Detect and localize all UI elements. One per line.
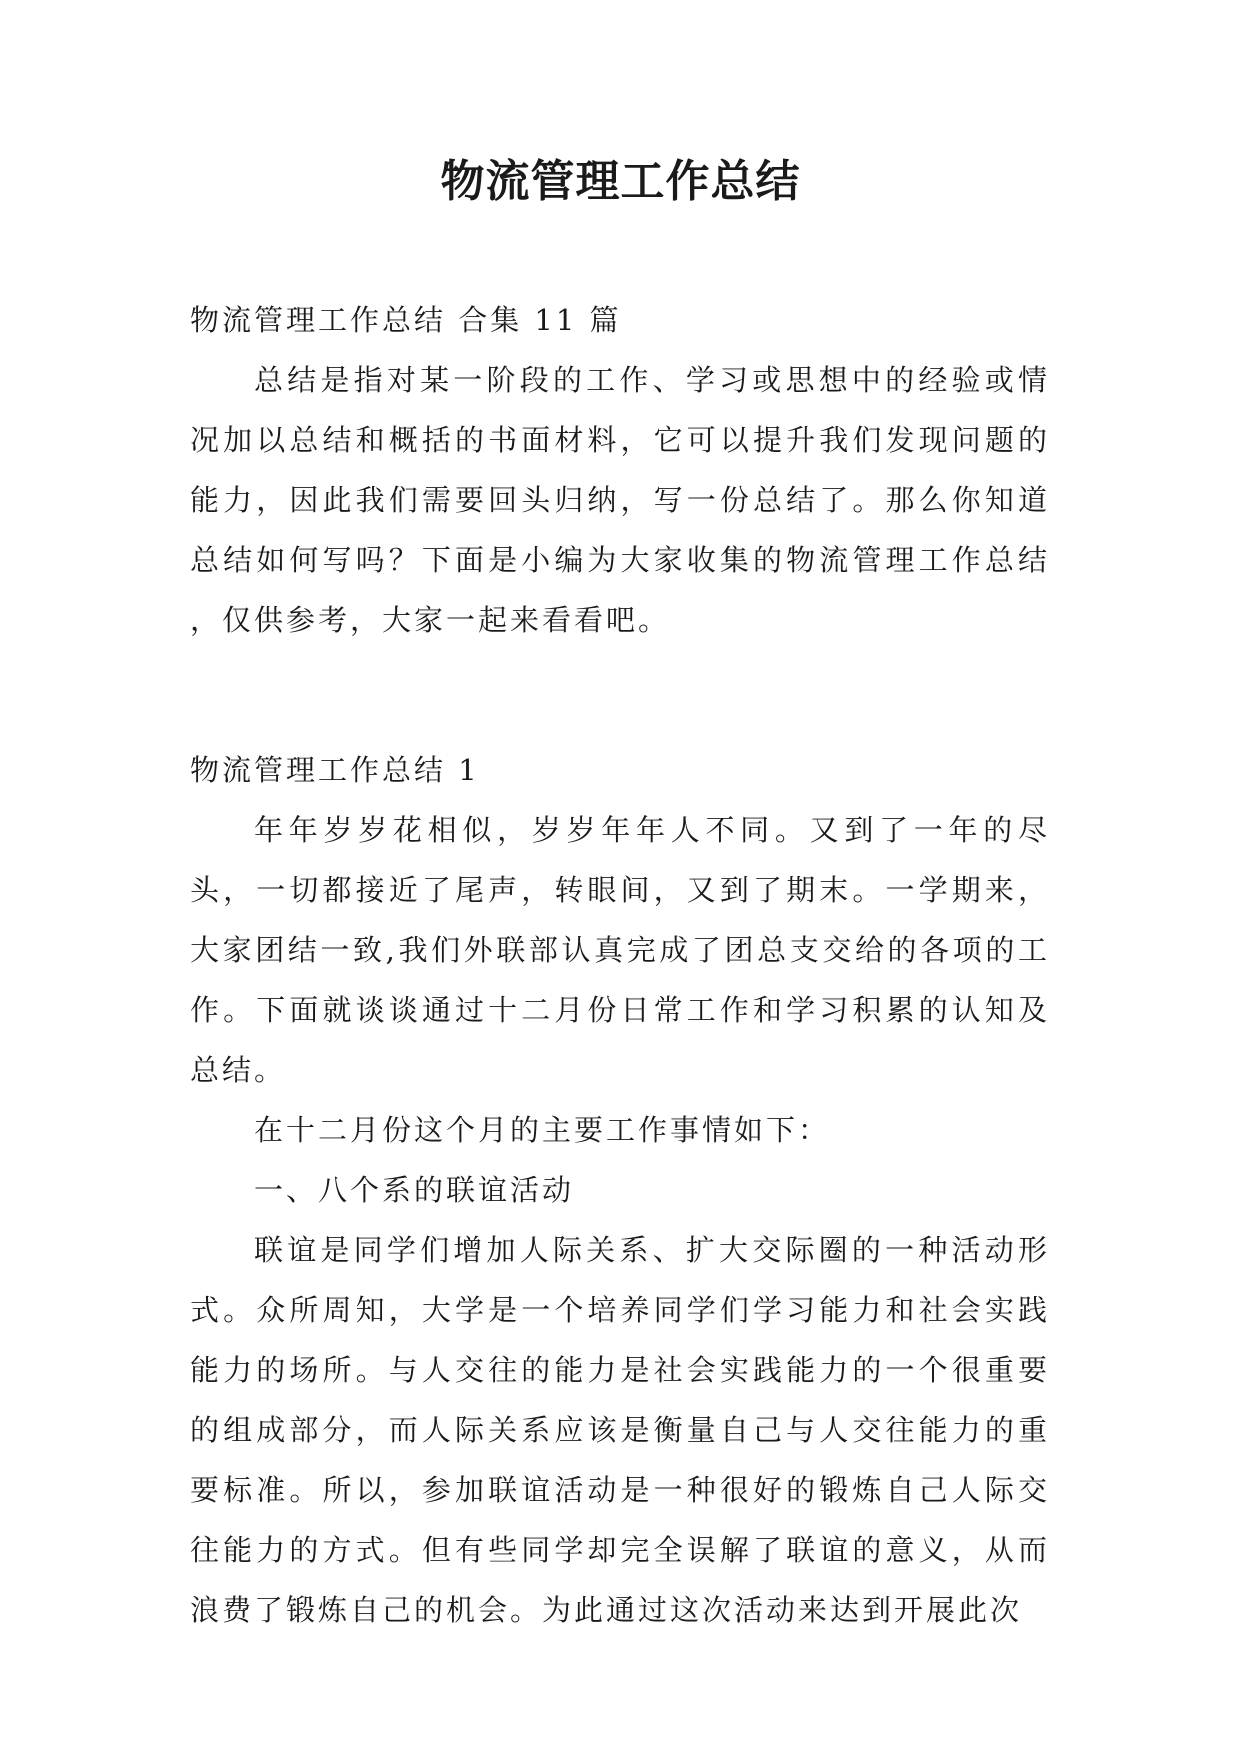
body-paragraph: 联谊是同学们增加人际关系、扩大交际圈的一种活动形式。众所周知，大学是一个培养同学们学习能力和社会实践能力的场所。与人交往的能力是社会实践能力的一个很重要的组成部分，而人际关系应该是衡量自己与人交往能力的重要标准。所以，参加联谊活动是一种很好的锻炼自己人际交往能力的方式。但有些同学却完全误解了联谊的意义，从而浪费了锻炼自己的机会。为此通过这次活动来达到开展此次	[190, 1233, 1050, 1627]
subsection-heading: 一、八个系的联谊活动	[254, 1173, 575, 1207]
body-paragraph: 年年岁岁花相似，岁岁年年人不同。又到了一年的尽头，一切都接近了尾声，转眼间，又到了期末。一学期来，大家团结一致,我们外联部认真完成了团总支交给的各项的工作。下面就谈谈通过十二月份日常工作和学习积累的认知及总结。	[190, 813, 1050, 1087]
body-paragraph: 在十二月份这个月的主要工作事情如下：	[254, 1113, 831, 1147]
document-body	[190, 290, 1050, 1640]
section-spacer	[190, 650, 1050, 740]
intro-paragraph: 总结是指对某一阶段的工作、学习或思想中的经验或情况加以总结和概括的书面材料，它可以提升我们发现问题的能力，因此我们需要回头归纳，写一份总结了。那么你知道总结如何写吗？下面是小编为大家收集的物流管理工作总结 ，仅供参考，大家一起来看看吧。	[190, 363, 1050, 637]
section-heading: 物流管理工作总结 1	[190, 753, 480, 787]
collection-heading: 物流管理工作总结 合集 11 篇	[190, 303, 622, 337]
document-title: 物流管理工作总结	[440, 156, 801, 207]
